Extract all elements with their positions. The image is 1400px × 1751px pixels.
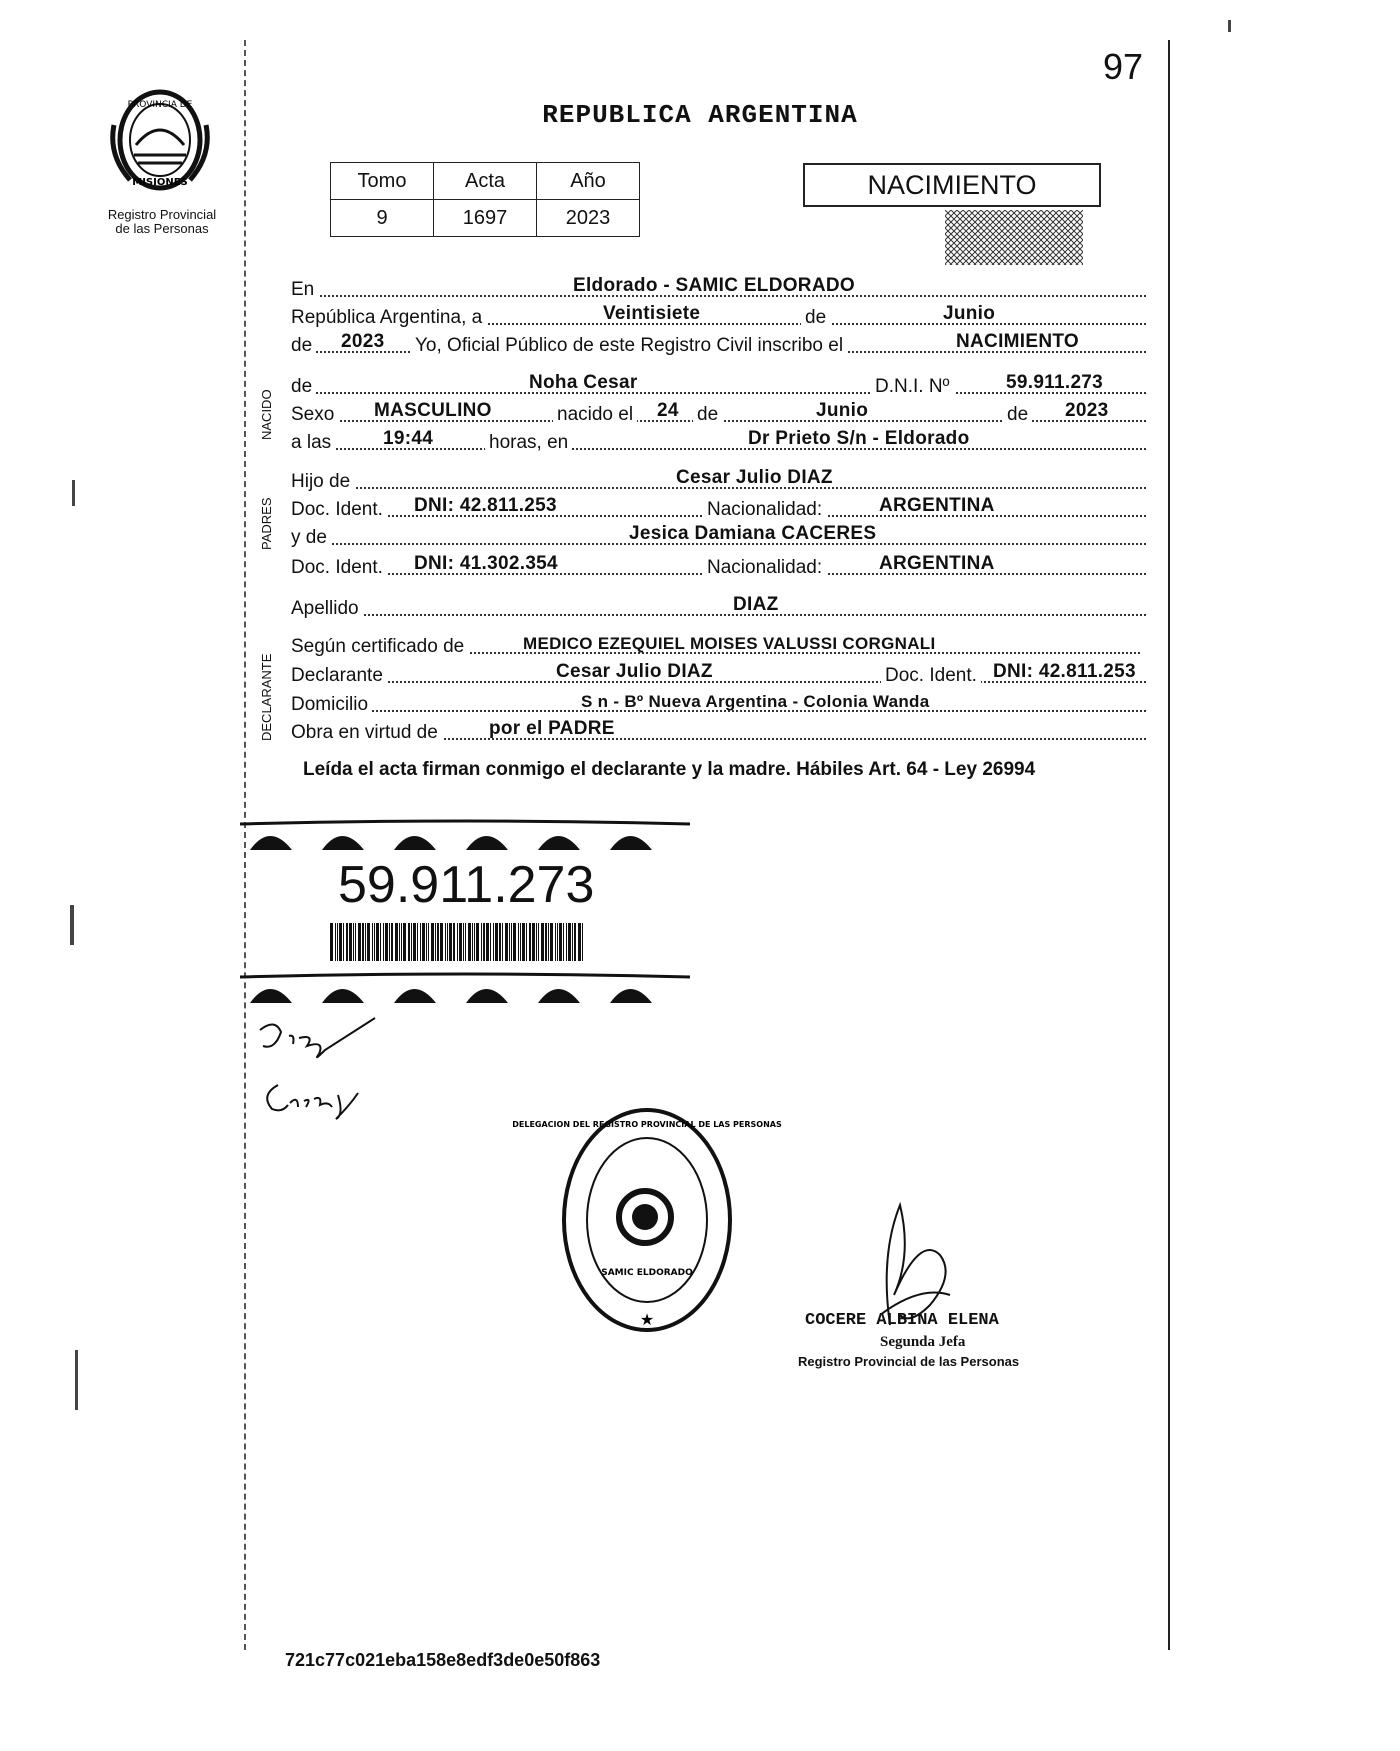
barcode-bar — [548, 923, 549, 961]
barcode-bar — [399, 923, 400, 961]
value-birth-month: Junio — [816, 400, 869, 421]
barcode-bar — [582, 923, 583, 961]
barcode-bar — [563, 923, 564, 961]
row-domicilio — [291, 690, 1146, 716]
barcode-bar — [509, 923, 510, 961]
barcode-bar — [529, 923, 531, 961]
barcode-bar — [453, 923, 455, 961]
label-de-nombre: de — [291, 376, 316, 398]
label-doc-ident-madre: Doc. Ident. — [291, 557, 387, 579]
barcode-bar — [337, 923, 338, 961]
barcode-bar — [358, 923, 361, 961]
value-hora: 19:44 — [383, 428, 434, 449]
label-nacido-el: nacido el — [553, 404, 637, 426]
security-guilloche — [945, 210, 1083, 265]
barcode-bar — [437, 923, 439, 961]
row-certificado — [291, 632, 1146, 658]
label-republica: República Argentina, a — [291, 307, 486, 329]
barcode-bar — [422, 923, 425, 961]
barcode-bar — [518, 923, 519, 961]
header-ano: Año — [537, 163, 640, 200]
barcode-bar — [493, 923, 494, 961]
barcode-bar — [574, 923, 576, 961]
barcode-bar — [566, 923, 567, 961]
document-hash: 721c77c021eba158e8edf3de0e50f863 — [285, 1650, 601, 1670]
barcode-bar — [541, 923, 544, 961]
label-doc-ident-padre: Doc. Ident. — [291, 499, 387, 521]
barcode-bar — [403, 923, 406, 961]
barcode-bar — [339, 923, 342, 961]
value-lugar: Dr Prieto S/n - Eldorado — [748, 428, 970, 449]
barcode-bar — [362, 923, 364, 961]
official-name: COCERE ALBINA ELENA — [805, 1311, 999, 1330]
value-padre-dni: DNI: 42.811.253 — [414, 495, 557, 516]
svg-text:MISIONES: MISIONES — [132, 177, 188, 188]
barcode-bar — [408, 923, 410, 961]
row-republica — [291, 303, 1146, 329]
barcode-bar — [536, 923, 537, 961]
label-de-year: de — [291, 335, 316, 357]
barcode-bar — [457, 923, 458, 961]
barcode-bar — [468, 923, 471, 961]
fingerprint-stripe-bottom — [240, 973, 690, 1005]
barcode-bar — [372, 923, 373, 961]
value-obra: por el PADRE — [489, 718, 615, 739]
barcode-bar — [411, 923, 412, 961]
section-label-padres: PADRES — [259, 497, 274, 550]
closing-note: Leída el acta firman conmigo el declarante y la madre. Hábiles Art. 64 - Ley 26994 — [303, 759, 1036, 780]
value-nombre: Noha Cesar — [529, 372, 638, 393]
barcode-bar — [483, 923, 485, 961]
value-birth-day: 24 — [657, 400, 679, 421]
barcode-bar — [526, 923, 527, 961]
barcode-bar — [557, 923, 558, 961]
label-sexo: Sexo — [291, 404, 338, 426]
barcode-bar — [513, 923, 516, 961]
barcode-bar — [349, 923, 352, 961]
logo-caption-line2: de las Personas — [115, 221, 209, 236]
row-en — [291, 275, 1146, 301]
label-nacionalidad-madre: Nacionalidad: — [703, 557, 826, 579]
label-declarante: Declarante — [291, 665, 387, 687]
value-acta: 1697 — [434, 200, 537, 237]
logo-caption — [82, 208, 242, 236]
barcode-bar — [495, 923, 498, 961]
barcode-bar — [385, 923, 388, 961]
barcode-bar — [490, 923, 491, 961]
label-dni: D.N.I. Nº — [871, 376, 954, 398]
scan-speck — [72, 480, 75, 506]
barcode-bar — [428, 923, 429, 961]
value-declarante-dni: DNI: 42.811.253 — [993, 661, 1136, 682]
section-label-declarante: DECLARANTE — [259, 653, 274, 741]
value-tomo: 9 — [331, 200, 434, 237]
barcode-bar — [476, 923, 479, 961]
barcode-bar — [353, 923, 354, 961]
barcode-bar — [374, 923, 375, 961]
barcode-bar — [335, 923, 336, 961]
label-de-birth-year: de — [1003, 404, 1032, 426]
label-de-month: de — [801, 307, 830, 329]
barcode-bar — [545, 923, 547, 961]
value-inscribo: NACIMIENTO — [956, 331, 1079, 352]
barcode-bar — [568, 923, 571, 961]
barcode-bar — [417, 923, 418, 961]
row-sexo — [291, 400, 1146, 426]
label-nacionalidad-padre: Nacionalidad: — [703, 499, 826, 521]
barcode-bar — [435, 923, 436, 961]
label-de-birth-month: de — [693, 404, 722, 426]
barcode-bar — [365, 923, 366, 961]
barcode-bar — [474, 923, 475, 961]
label-apellido: Apellido — [291, 598, 363, 620]
barcode-bar — [376, 923, 379, 961]
barcode-bar — [486, 923, 489, 961]
barcode-bar — [420, 923, 421, 961]
label-obra: Obra en virtud de — [291, 722, 442, 744]
row-year — [291, 331, 1146, 357]
value-month-text: Junio — [943, 303, 996, 324]
barcode-bar — [532, 923, 535, 961]
official-department: Registro Provincial de las Personas — [798, 1354, 1020, 1369]
value-madre-dni: DNI: 41.302.354 — [414, 553, 558, 574]
value-declarante: Cesar Julio DIAZ — [556, 661, 713, 682]
mother-signature — [258, 1075, 368, 1120]
barcode-bar — [472, 923, 473, 961]
row-hijo — [291, 467, 1146, 493]
value-en: Eldorado - SAMIC ELDORADO — [573, 275, 855, 296]
barcode-bar — [459, 923, 462, 961]
barcode-bar — [538, 923, 539, 961]
barcode-bar — [330, 923, 333, 961]
row-declarante — [291, 661, 1146, 687]
value-dni: 59.911.273 — [1006, 372, 1104, 393]
barcode-bar — [391, 923, 393, 961]
barcode-bar — [343, 923, 344, 961]
value-apellido: DIAZ — [733, 594, 779, 615]
official-seal — [512, 1105, 782, 1335]
barcode-bar — [522, 923, 525, 961]
value-domicilio: S n - Bº Nueva Argentina - Colonia Wanda — [581, 692, 930, 711]
right-margin-rule — [1168, 40, 1170, 1650]
svg-text:PROVINCIA DE: PROVINCIA DE — [127, 100, 193, 110]
barcode-bar — [447, 923, 448, 961]
label-en: En — [291, 279, 318, 301]
barcode-bar — [346, 923, 348, 961]
barcode-bar — [499, 923, 501, 961]
value-certificado: MEDICO EZEQUIEL MOISES VALUSSI CORGNALI — [523, 634, 936, 653]
act-type-box: NACIMIENTO — [803, 163, 1101, 207]
scan-speck — [75, 1350, 78, 1410]
value-madre-nac: ARGENTINA — [879, 553, 995, 574]
row-apellido — [291, 594, 1146, 620]
scan-speck — [1228, 20, 1231, 32]
barcode-bar — [463, 923, 464, 961]
value-padre-nac: ARGENTINA — [879, 495, 995, 516]
fingerprint-stripe-top — [240, 820, 690, 852]
barcode-bar — [389, 923, 390, 961]
row-madre — [291, 523, 1146, 549]
barcode-bar — [413, 923, 416, 961]
document-title: REPUBLICA ARGENTINA — [542, 100, 858, 130]
svg-text:★: ★ — [639, 1310, 655, 1329]
page-number: 97 — [1103, 46, 1144, 87]
label-hijo-de: Hijo de — [291, 471, 354, 493]
value-day-text: Veintisiete — [603, 303, 701, 324]
row-madre-doc — [291, 553, 1146, 579]
barcode-bar — [355, 923, 356, 961]
row-nombre — [291, 372, 1146, 398]
value-birth-year: 2023 — [1065, 400, 1109, 421]
value-madre: Jesica Damiana CACERES — [629, 523, 877, 544]
header-tomo: Tomo — [331, 163, 434, 200]
label-horas-en: horas, en — [485, 432, 572, 454]
value-ano: 2023 — [537, 200, 640, 237]
barcode-bar — [445, 923, 446, 961]
value-padre: Cesar Julio DIAZ — [676, 467, 833, 488]
header-acta: Acta — [434, 163, 537, 200]
logo-caption-line1: Registro Provincial — [107, 207, 217, 222]
label-oficial: Yo, Oficial Público de este Registro Civil inscribo el — [411, 335, 847, 357]
barcode-bar — [520, 923, 521, 961]
value-year: 2023 — [341, 331, 385, 352]
registry-table — [330, 162, 640, 237]
svg-text:DELEGACION DEL REGISTRO PROVIN: DELEGACION DEL REGISTRO PROVINCIAL DE LAS PERSONAS — [512, 1120, 782, 1129]
barcode-bar — [465, 923, 466, 961]
barcode-bar — [440, 923, 443, 961]
label-a-las: a las — [291, 432, 335, 454]
id-number-large: 59.911.273 — [338, 856, 595, 914]
barcode-bar — [401, 923, 402, 961]
label-y-de: y de — [291, 527, 331, 549]
barcode-bar — [449, 923, 452, 961]
barcode — [330, 923, 586, 961]
barcode-bar — [367, 923, 370, 961]
barcode-bar — [383, 923, 384, 961]
label-certificado: Según certificado de — [291, 636, 468, 658]
row-obra — [291, 718, 1146, 744]
section-label-nacido: NACIDO — [259, 389, 274, 440]
row-hora — [291, 428, 1146, 454]
scan-speck — [70, 905, 74, 945]
father-signature — [255, 1010, 385, 1065]
barcode-bar — [426, 923, 427, 961]
barcode-bar — [431, 923, 434, 961]
barcode-bar — [572, 923, 573, 961]
row-padre-doc — [291, 495, 1146, 521]
svg-text:SAMIC ELDORADO: SAMIC ELDORADO — [601, 1268, 693, 1278]
barcode-bar — [511, 923, 512, 961]
official-role: Segunda Jefa — [880, 1334, 966, 1350]
barcode-bar — [550, 923, 553, 961]
value-sexo: MASCULINO — [374, 400, 492, 421]
barcode-bar — [395, 923, 398, 961]
barcode-bar — [559, 923, 562, 961]
barcode-bar — [481, 923, 482, 961]
label-domicilio: Domicilio — [291, 694, 372, 716]
barcode-bar — [502, 923, 503, 961]
barcode-bar — [555, 923, 556, 961]
label-doc-ident-declarante: Doc. Ident. — [881, 665, 981, 687]
barcode-bar — [578, 923, 581, 961]
barcode-bar — [505, 923, 508, 961]
barcode-bar — [380, 923, 381, 961]
